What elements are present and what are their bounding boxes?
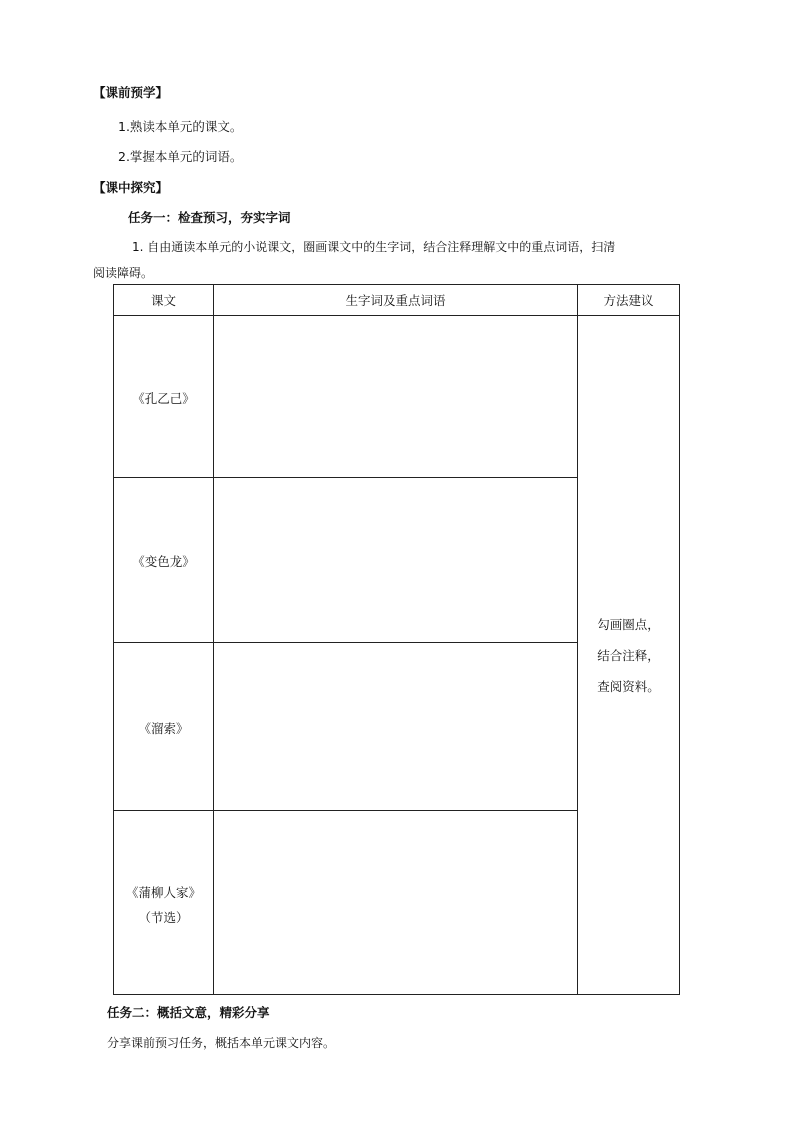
method-line-1: 勾画圈点， [597, 617, 660, 632]
task2-title: 任务二：概括文意，精彩分享 [107, 1005, 270, 1020]
lesson-title: 《孔乙己》 [132, 391, 195, 406]
pre-study-heading: 【课前预学】 [93, 85, 169, 100]
method-line-3: 查阅资料。 [597, 679, 660, 694]
method-line-2: 结合注释， [597, 648, 660, 663]
task1-instruction-line2: 阅读障碍。 [93, 266, 154, 280]
pre-study-item-1: 1.熟读本单元的课文。 [118, 119, 243, 134]
lesson-title: 《溜索》 [138, 721, 189, 736]
lesson-title: 《蒲柳人家》 [125, 885, 201, 900]
in-class-heading: 【课中探究】 [93, 180, 169, 195]
task1-title: 任务一：检查预习，夯实字词 [128, 210, 291, 225]
header-vocabulary: 生字词及重点词语 [345, 293, 446, 308]
lesson-note: （节选） [138, 910, 189, 925]
lesson-title: 《变色龙》 [132, 554, 195, 569]
header-method: 方法建议 [603, 293, 654, 308]
task1-instruction-line1: 1. 自由通读本单元的小说课文，圈画课文中的生字词，结合注释理解文中的重点词语，扫清 [132, 240, 616, 254]
task2-instruction: 分享课前预习任务，概括本单元课文内容。 [107, 1036, 336, 1050]
header-lesson: 课文 [150, 293, 176, 308]
pre-study-item-2: 2.掌握本单元的词语。 [118, 149, 243, 164]
